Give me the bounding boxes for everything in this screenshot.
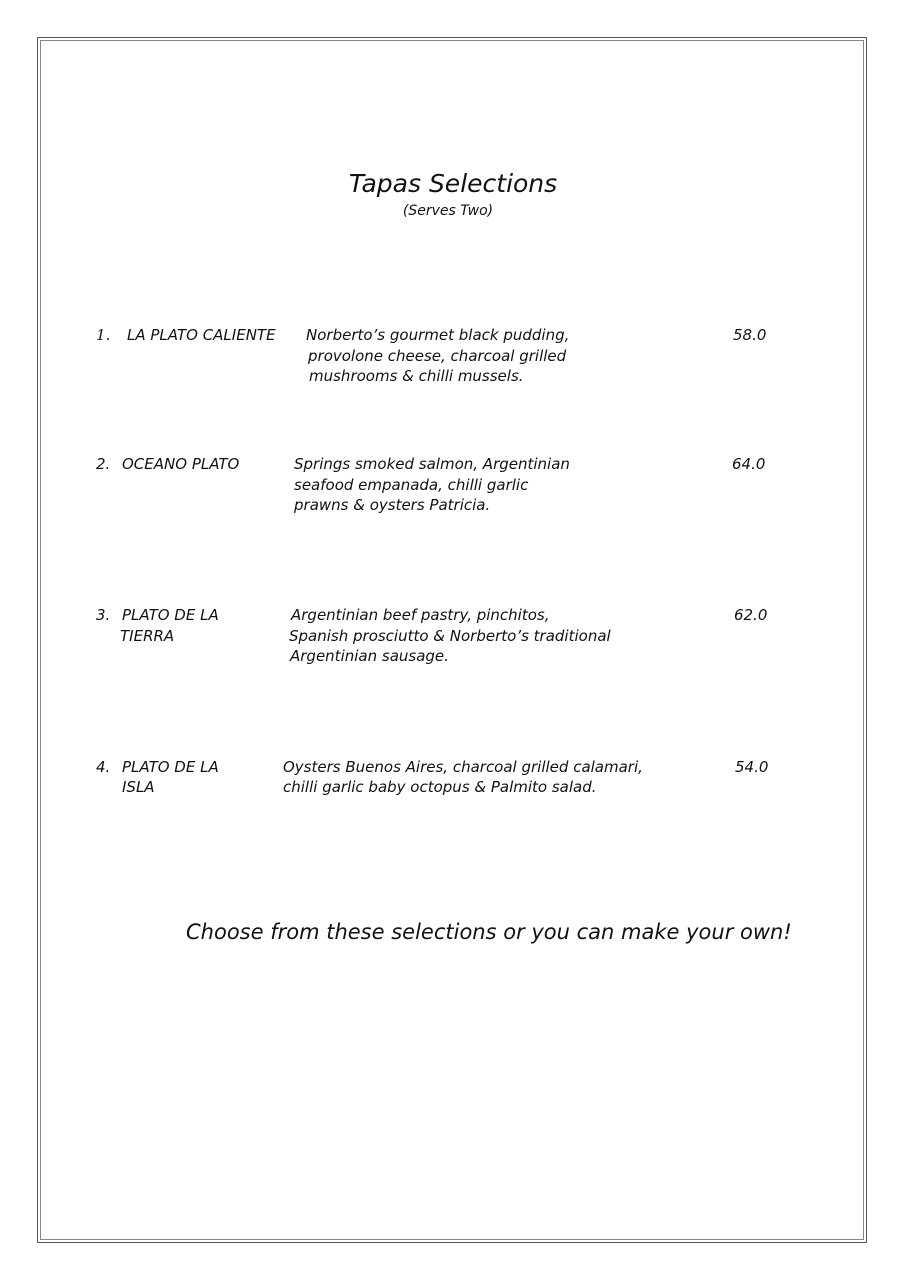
item-description-line: mushrooms & chilli mussels. (309, 367, 524, 385)
item-description-line: Argentinian sausage. (290, 647, 449, 665)
item-description-line: Norberto’s gourmet black pudding, (306, 326, 570, 344)
item-description-line: Oysters Buenos Aires, charcoal grilled calamari, (283, 758, 643, 776)
item-number: 2. (96, 455, 111, 473)
item-name: PLATO DE LA (122, 758, 219, 776)
item-price: 64.0 (732, 455, 766, 473)
item-description-line: chilli garlic baby octopus & Palmito salad. (283, 778, 597, 796)
item-number: 1. (96, 326, 111, 344)
item-name: OCEANO PLATO (122, 455, 240, 473)
item-name: TIERRA (120, 627, 175, 645)
item-description-line: Springs smoked salmon, Argentinian (294, 455, 570, 473)
item-name: PLATO DE LA (122, 606, 219, 624)
item-description-line: prawns & oysters Patricia. (294, 496, 491, 514)
item-name: ISLA (122, 778, 155, 796)
item-price: 54.0 (735, 758, 769, 776)
menu-title: Tapas Selections (348, 169, 558, 198)
item-price: 62.0 (734, 606, 768, 624)
item-description-line: Argentinian beef pastry, pinchitos, (291, 606, 550, 624)
item-description-line: provolone cheese, charcoal grilled (308, 347, 567, 365)
item-description-line: Spanish prosciutto & Norberto’s traditional (289, 627, 611, 645)
menu-subtitle: (Serves Two) (402, 203, 494, 219)
item-number: 4. (96, 758, 111, 776)
item-price: 58.0 (733, 326, 767, 344)
footer-note: Choose from these selections or you can make your own! (186, 920, 792, 944)
item-description-line: seafood empanada, chilli garlic (294, 476, 529, 494)
item-number: 3. (96, 606, 111, 624)
item-name: LA PLATO CALIENTE (127, 326, 276, 344)
